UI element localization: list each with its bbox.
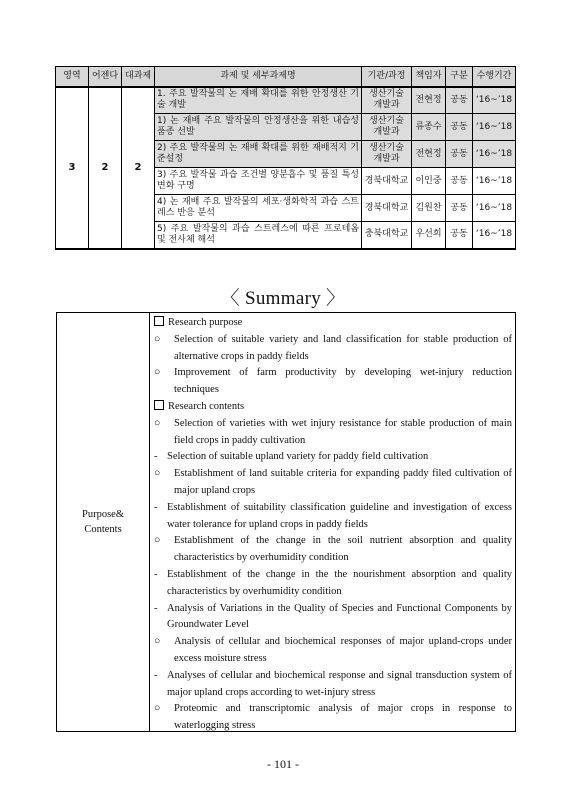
dash-bullet-icon: - xyxy=(154,568,158,580)
task-type: 공동 xyxy=(446,222,473,249)
task-type: 공동 xyxy=(446,195,473,222)
summary-line-bullet xyxy=(154,634,512,668)
task-name: 1. 주요 발작물의 논 재배 확대를 위한 안정생산 기술 개발 xyxy=(155,87,362,114)
circle-bullet-icon: ○ xyxy=(154,703,161,715)
circle-bullet-icon: ○ xyxy=(154,468,161,480)
dash-bullet-icon: - xyxy=(154,669,158,681)
circle-bullet-icon: ○ xyxy=(154,636,161,648)
task-table-body xyxy=(56,87,516,249)
table-header-row xyxy=(56,67,516,87)
task-name: 4) 논 재배 주요 발작물의 세포·생화학적 과습 스트레스 반응 분석 xyxy=(155,195,362,222)
header-agenda: 어젠다 xyxy=(89,67,122,87)
summary-line-text: Analysis of Variations in the Quality of Species and Functional Components by Groundwater Level xyxy=(167,602,512,631)
task-period: ‘16~’18 xyxy=(473,222,516,249)
header-area: 영역 xyxy=(56,67,89,87)
summary-line-dash xyxy=(154,500,512,534)
task-period: ‘16~’18 xyxy=(473,168,516,195)
checkbox-square-icon xyxy=(154,316,164,326)
circle-bullet-icon: ○ xyxy=(154,367,161,379)
task-table xyxy=(55,66,516,250)
summary-line-bullet xyxy=(154,365,512,399)
header-pi: 책임자 xyxy=(412,67,446,87)
task-pi: 류종수 xyxy=(412,114,446,141)
task-pi: 김원찬 xyxy=(412,195,446,222)
dash-bullet-icon: - xyxy=(154,501,158,513)
summary-line-dash xyxy=(154,601,512,635)
summary-line-text: Analysis of cellular and biochemical responses of major upland-crops under excess moisture stress xyxy=(174,636,512,664)
summary-line-bullet xyxy=(154,332,512,366)
header-type: 구분 xyxy=(446,67,473,87)
summary-line-text: Selection of suitable variety and land classification for stable production of alternative crops in paddy fields xyxy=(174,333,512,362)
summary-line-text: Establishment of the change in the soil nutrient absorption and quality characteristics by overhumidity condition xyxy=(174,535,512,564)
summary-line-bullet xyxy=(154,701,512,735)
header-task: 대과제 xyxy=(122,67,155,87)
task-period: ‘16~’18 xyxy=(473,141,516,168)
summary-line-dash xyxy=(154,567,512,601)
page-number: - 101 - xyxy=(267,757,299,771)
table-row xyxy=(56,87,516,114)
task-name: 1) 논 재배 주요 발작물의 안정생산을 위한 내습성 품종 선발 xyxy=(155,114,362,141)
header-period: 수행기간 xyxy=(473,67,516,87)
summary-line-text: Establishment of land suitable criteria for expanding paddy filed cultivation of major upland crops xyxy=(174,468,512,496)
summary-line-text: Proteomic and transcriptomic analysis of major crops in response to waterlogging stress xyxy=(174,703,512,732)
merged-agenda: 2 xyxy=(89,87,122,249)
merged-task: 2 xyxy=(122,87,155,249)
summary-content xyxy=(154,315,512,735)
summary-label: Purpose& Contents xyxy=(57,313,150,731)
summary-line-text: Establishment of suitability classification guideline and investigation of excess water tolerance for upland crops in paddy fields xyxy=(167,501,512,530)
circle-bullet-icon: ○ xyxy=(154,535,161,547)
header-name: 과제 및 세부과제명 xyxy=(155,67,362,87)
summary-line-text: Improvement of farm productivity by developing wet-injury reduction techniques xyxy=(174,367,512,396)
summary-line-bullet xyxy=(154,466,512,500)
merged-area: 3 xyxy=(56,87,89,249)
task-name: 3) 주요 발작물 과습 조건별 양분흡수 및 품질 특성 변화 구명 xyxy=(155,168,362,195)
task-org: 생산기술 개발과 xyxy=(362,87,412,114)
dash-bullet-icon: - xyxy=(154,451,158,463)
task-type: 공동 xyxy=(446,87,473,114)
header-org: 기관/과정 xyxy=(362,67,412,87)
summary-title: 〈 Summary 〉 xyxy=(220,288,346,309)
task-org: 생산기술 개발과 xyxy=(362,141,412,168)
task-name: 2) 주요 발작물의 논 재배 확대를 위한 재배적지 기준설정 xyxy=(155,141,362,168)
summary-line-bullet xyxy=(154,533,512,567)
task-org: 생산기술 개발과 xyxy=(362,114,412,141)
circle-bullet-icon: ○ xyxy=(154,417,161,429)
dash-bullet-icon: - xyxy=(154,602,158,614)
summary-line-text: Selection of varieties with wet injury resistance for stable production of main field crops in paddy cultivation xyxy=(174,417,512,446)
task-period: ‘16~’18 xyxy=(473,114,516,141)
summary-line-dash xyxy=(154,668,512,702)
summary-line-text: Analyses of cellular and biochemical response and signal transduction system of major upland crops according to wet-injury stress xyxy=(167,669,512,698)
task-pi: 전현정 xyxy=(412,141,446,168)
task-period: ‘16~’18 xyxy=(473,87,516,114)
task-pi: 전현정 xyxy=(412,87,446,114)
summary-line-text: Establishment of the change in the the nourishment absorption and quality characteristics by overhumidity condition xyxy=(167,568,512,597)
task-type: 공동 xyxy=(446,141,473,168)
summary-line-hdr xyxy=(154,315,512,332)
summary-line-hdr xyxy=(154,399,512,416)
task-org: 경북대학교 xyxy=(362,168,412,195)
task-pi: 이인중 xyxy=(412,168,446,195)
task-org: 경북대학교 xyxy=(362,195,412,222)
summary-box xyxy=(56,312,516,732)
task-period: ‘16~’18 xyxy=(473,195,516,222)
summary-line-text: Research contents xyxy=(168,400,245,412)
checkbox-square-icon xyxy=(154,400,164,410)
summary-line-text: Research purpose xyxy=(168,317,243,328)
summary-line-bullet xyxy=(154,416,512,450)
summary-line-dash xyxy=(154,449,512,466)
task-type: 공동 xyxy=(446,114,473,141)
task-org: 충북대학교 xyxy=(362,222,412,249)
task-pi: 우선희 xyxy=(412,222,446,249)
task-type: 공동 xyxy=(446,168,473,195)
task-name: 5) 주요 발작물의 과습 스트레스에 따른 프로테옴 및 전사체 해석 xyxy=(155,222,362,249)
circle-bullet-icon: ○ xyxy=(154,333,161,345)
summary-line-text: Selection of suitable upland variety for paddy field cultivation xyxy=(167,451,429,463)
